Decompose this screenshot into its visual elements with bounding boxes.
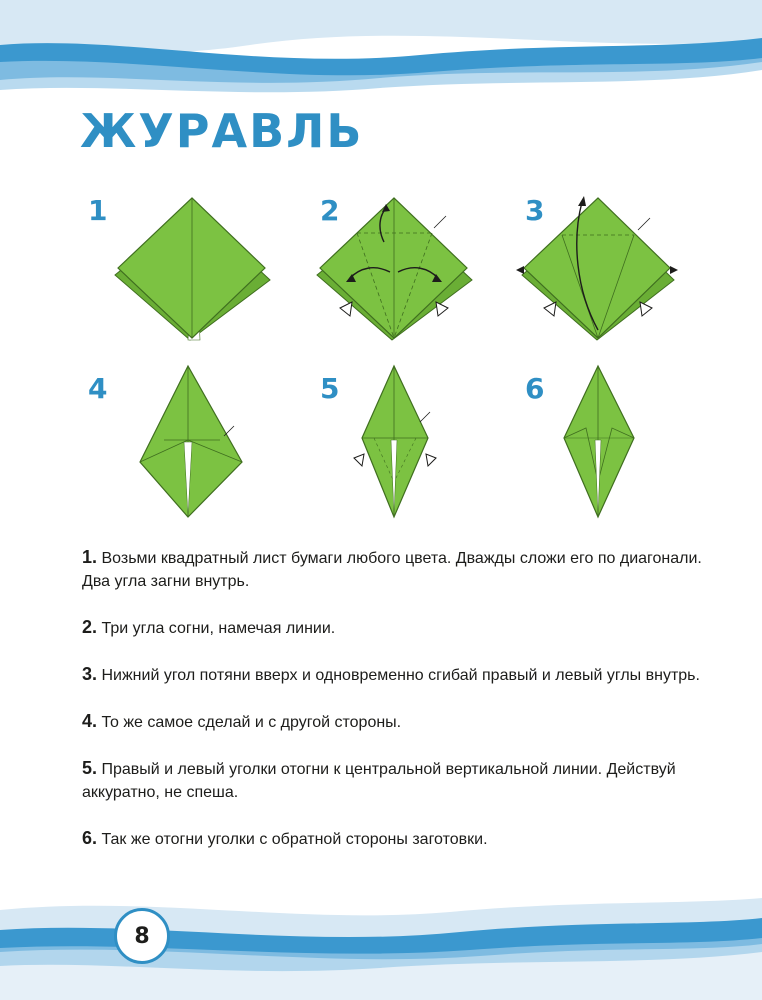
- instruction-step-6: [82, 827, 712, 851]
- fold-diagram-step-4: [130, 362, 250, 522]
- instruction-number: 2.: [82, 617, 98, 637]
- instruction-number: 5.: [82, 758, 98, 778]
- instruction-step-3: [82, 663, 712, 687]
- step-number-6: 6: [525, 372, 545, 405]
- instruction-step-5: [82, 757, 712, 804]
- top-wave-decoration: [0, 0, 762, 110]
- fold-diagram-step-5: [350, 362, 440, 522]
- step-number-1: 1: [88, 194, 108, 227]
- instruction-text: Нижний угол потяни вверх и одновременно сгибай правый и левый углы внутрь.: [101, 667, 700, 684]
- fold-diagram-step-2: [312, 190, 477, 350]
- instruction-number: 4.: [82, 711, 98, 731]
- instruction-text: Возьми квадратный лист бумаги любого цвета. Дважды сложи его по диагонали. Два угла загни внутрь.: [82, 550, 702, 590]
- instruction-step-1: [82, 546, 712, 593]
- instruction-text: Три угла согни, намечая линии.: [101, 620, 336, 637]
- instruction-text: Так же отогни уголки с обратной стороны заготовки.: [101, 831, 488, 848]
- step-number-2: 2: [320, 194, 340, 227]
- bottom-wave-decoration: [0, 890, 762, 1000]
- step-number-4: 4: [88, 372, 108, 405]
- step-number-3: 3: [525, 194, 545, 227]
- instruction-text: То же самое сделай и с другой стороны.: [101, 714, 402, 731]
- instruction-text: Правый и левый уголки отогни к центральной вертикальной линии. Действуй аккуратно, не спеша.: [82, 761, 676, 801]
- instruction-number: 6.: [82, 828, 98, 848]
- instruction-number: 3.: [82, 664, 98, 684]
- fold-diagram-step-1: [110, 190, 275, 350]
- fold-diagram-step-3: [512, 190, 682, 350]
- page-title: ЖУРАВЛЬ: [80, 104, 364, 158]
- instructions-list: [82, 546, 712, 874]
- page-number-badge: [114, 908, 170, 964]
- instruction-step-2: [82, 616, 712, 640]
- instruction-number: 1.: [82, 547, 98, 567]
- page-number: 8: [134, 923, 150, 949]
- fold-diagram-step-6: [556, 362, 646, 522]
- instruction-step-4: [82, 710, 712, 734]
- step-number-5: 5: [320, 372, 340, 405]
